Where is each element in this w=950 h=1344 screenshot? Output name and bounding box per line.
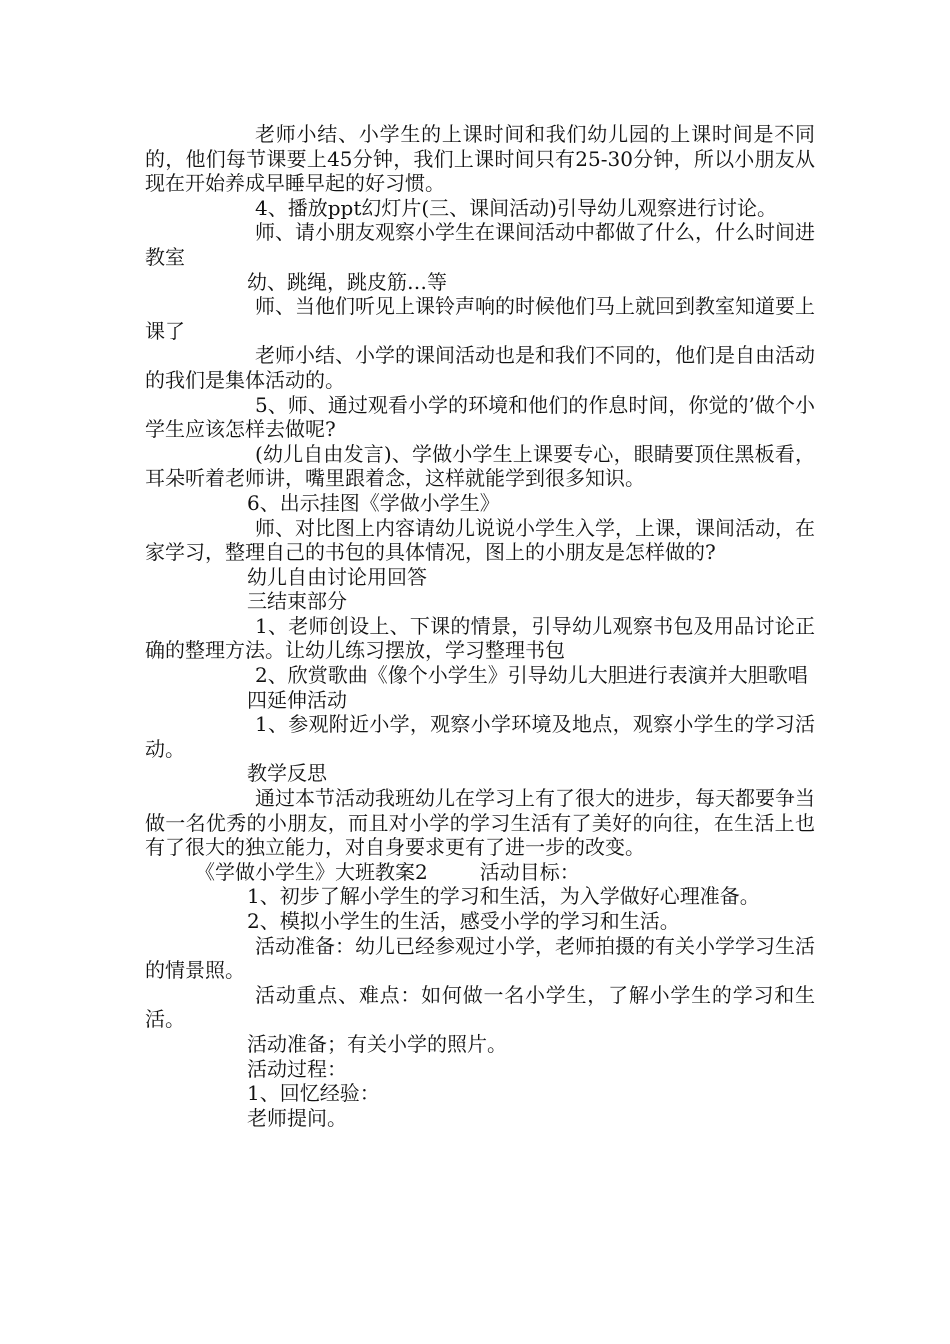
- paragraph-compare-picture: 师、对比图上内容请幼儿说说小学生入学，上课，课间活动，在家学习，整理自己的书包的具体情况，图上的小朋友是怎样做的?: [145, 515, 815, 565]
- paragraph-step-5: 5、师、通过观看小学的环境和他们的作息时间，你觉的’做个小学生应该怎样去做呢?: [145, 392, 815, 442]
- paragraph-recall: 1、回忆经验：: [247, 1081, 380, 1106]
- paragraph-summary-break: 老师小结、小学的课间活动也是和我们不同的，他们是自由活动的我们是集体活动的。: [145, 343, 815, 392]
- heading-reflection: 教学反思: [247, 761, 327, 786]
- paragraph-preparation: 活动准备：幼儿已经参观过小学，老师拍摄的有关小学学习生活的情景照。: [145, 933, 815, 983]
- paragraph-preparation-photos: 活动准备；有关小学的照片。: [247, 1031, 507, 1056]
- paragraph-reflection: 通过本节活动我班幼儿在学习上有了很大的进步，每天都要争当做一名优秀的小朋友，而且对小学的学习生活有了美好的向往，在生活上也有了很大的独立能力，对自身要求更有了进一步的改变。: [145, 786, 815, 860]
- paragraph-child-answer: 幼、跳绳，跳皮筋…等: [247, 269, 447, 294]
- heading-process: 活动过程：: [247, 1056, 347, 1081]
- paragraph-ending-1: 1、老师创设上、下课的情景，引导幼儿观察书包及用品讨论正确的整理方法。让幼儿练习摆放，学习整理书包: [145, 613, 815, 663]
- paragraph-summary-class-time: 老师小结、小学生的上课时间和我们幼儿园的上课时间是不同的，他们每节课要上45分钟，我们上课时间只有25-30分钟，所以小朋友从现在开始养成早睡早起的好习惯。: [145, 122, 815, 196]
- paragraph-step-6: 6、出示挂图《学做小学生》: [247, 490, 500, 515]
- heading-extension: 四延伸活动: [247, 687, 347, 712]
- paragraph-goal-1: 1、初步了解小学生的学习和生活，为入学做好心理准备。: [247, 884, 760, 909]
- document-body: [145, 122, 815, 1130]
- paragraph-teacher-bell: 师、当他们听见上课铃声响的时候他们马上就回到教室知道要上课了: [145, 294, 815, 343]
- paragraph-free-discussion: 幼儿自由讨论用回答: [247, 564, 427, 589]
- paragraph-teacher-question: 师、请小朋友观察小学生在课间活动中都做了什么，什么时间进教室: [145, 220, 815, 269]
- paragraph-goal-2: 2、模拟小学生的生活，感受小学的学习和生活。: [247, 909, 680, 933]
- paragraph-step-4: 4、播放ppt幻灯片(三、课间活动)引导幼儿观察进行讨论。: [255, 195, 777, 220]
- paragraph-key-points: 活动重点、难点：如何做一名小学生，了解小学生的学习和生活。: [145, 982, 815, 1032]
- paragraph-extension-1: 1、参观附近小学，观察小学环境及地点，观察小学生的学习活动。: [145, 712, 815, 761]
- paragraph-teacher-asks: 老师提问。: [247, 1105, 347, 1130]
- heading-ending-part: 三结束部分: [247, 589, 347, 614]
- lesson2-goal-label: 活动目标：: [479, 859, 580, 884]
- lesson2-title-line: [145, 860, 815, 885]
- paragraph-ending-2: 2、欣赏歌曲《像个小学生》引导幼儿大胆进行表演并大胆歌唱: [255, 663, 808, 688]
- paragraph-free-speech: (幼儿自由发言)、学做小学生上课要专心，眼睛要顶住黑板看，耳朵听着老师讲，嘴里跟着念，这样就能学到很多知识。: [145, 441, 815, 491]
- lesson2-title: 《学做小学生》大班教案2: [195, 859, 428, 884]
